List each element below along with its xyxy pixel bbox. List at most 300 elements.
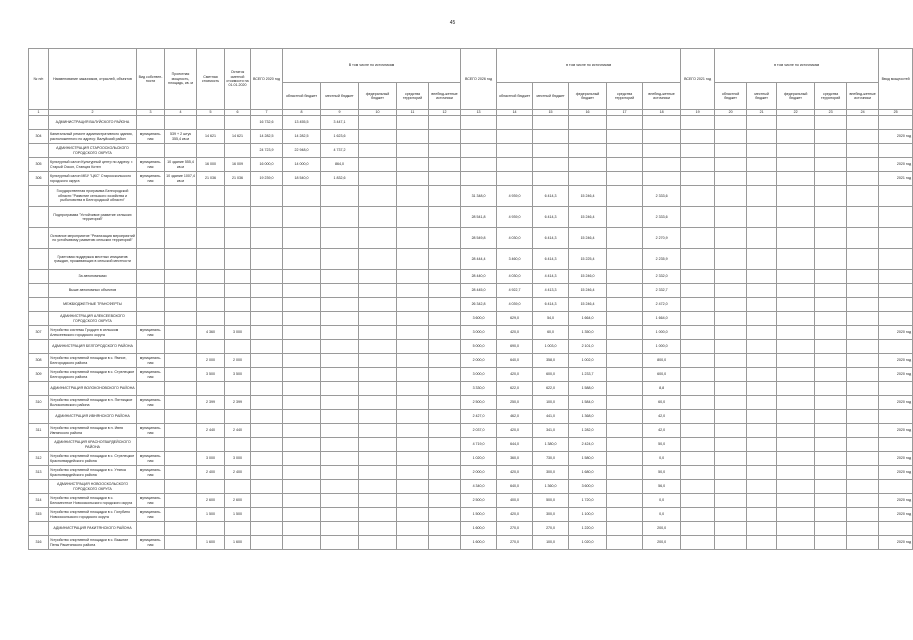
value-cell [321,340,359,354]
value-cell: 15 246,4 [569,186,607,207]
value-cell [777,354,815,368]
column-index-cell: 19 [681,110,715,116]
commissioning-year-cell [879,438,913,452]
object-name-cell: МЕЖБЮДЖЕТНЫЕ ТРАНСФЕРТЫ [49,298,137,312]
value-cell [165,396,197,410]
value-cell [747,284,777,298]
value-cell [359,382,397,396]
value-cell [165,340,197,354]
column-index-cell: 1 [29,110,49,116]
object-name-cell: Основное мероприятие "Реализация мероприятий по устойчивому развитию сельских территорий" [49,228,137,249]
header-source: средства территорий [607,83,643,110]
value-cell [283,452,321,466]
value-cell [815,494,847,508]
value-cell [533,158,569,172]
header-source: местный бюджет [747,83,777,110]
value-cell: 539 + 2 штук 355,4 кв.м [165,130,197,144]
program-row [29,207,913,228]
table-row [29,130,913,144]
value-cell [497,172,533,186]
value-cell [497,130,533,144]
row-number-cell [29,340,49,354]
value-cell [681,396,715,410]
value-cell [397,410,429,424]
value-cell [747,396,777,410]
header-source: областной бюджет [715,83,747,110]
value-cell [359,270,397,284]
value-cell [815,326,847,340]
value-cell [607,326,643,340]
header-remaining: Остаток сметной стоимости на 01.01.2020 [225,49,251,110]
commissioning-year-cell: 2021 год [879,172,913,186]
section-row [29,410,913,424]
header-source: внебюд-жетные источники [847,83,879,110]
value-cell [777,270,815,284]
value-cell: 2 440 [197,424,225,438]
value-cell [643,144,681,158]
value-cell: 3 600,0 [569,480,607,494]
value-cell [715,410,747,424]
value-cell: 420,0 [497,326,533,340]
value-cell [225,340,251,354]
row-number-cell [29,144,49,158]
value-cell [681,424,715,438]
program-row [29,249,913,270]
value-cell [747,382,777,396]
value-cell [715,270,747,284]
value-cell: 2 600 [225,494,251,508]
column-index-cell: 9 [321,110,359,116]
value-cell [847,172,879,186]
value-cell [715,144,747,158]
table-row [29,396,913,410]
value-cell [815,284,847,298]
value-cell [225,480,251,494]
value-cell [429,368,461,382]
column-index-cell: 13 [461,110,497,116]
value-cell: 4 030,0 [497,270,533,284]
value-cell [197,410,225,424]
section-row [29,284,913,298]
value-cell [715,480,747,494]
value-cell [283,508,321,522]
value-cell [251,536,283,550]
value-cell [251,326,283,340]
value-cell [681,522,715,536]
value-cell [165,368,197,382]
value-cell [715,116,747,130]
value-cell [321,452,359,466]
value-cell: 1 500 [225,508,251,522]
value-cell: 1 588,0 [569,382,607,396]
value-cell [815,172,847,186]
value-cell [321,536,359,550]
row-number-cell [29,312,49,326]
row-number-cell [29,438,49,452]
row-number-cell: 304 [29,130,49,144]
value-cell [165,508,197,522]
value-cell [283,466,321,480]
value-cell [251,312,283,326]
row-number-cell: 305 [29,158,49,172]
value-cell: 15 225,4 [569,249,607,270]
column-index-cell: 2 [49,110,137,116]
value-cell: 15 246,4 [569,228,607,249]
value-cell [607,480,643,494]
value-cell [397,480,429,494]
value-cell [429,312,461,326]
value-cell: 1 500,0 [461,508,497,522]
value-cell [607,284,643,298]
value-cell [165,494,197,508]
column-index-cell: 15 [533,110,569,116]
value-cell [283,298,321,312]
section-row [29,438,913,452]
value-cell: 500,0 [533,494,569,508]
value-cell: 441,0 [533,410,569,424]
value-cell [165,326,197,340]
row-number-cell: 313 [29,466,49,480]
value-cell: муниципаль-ная [137,452,165,466]
value-cell [283,186,321,207]
value-cell: 1 584,0 [569,396,607,410]
value-cell [715,172,747,186]
value-cell [815,368,847,382]
value-cell [847,312,879,326]
value-cell [165,522,197,536]
value-cell [197,382,225,396]
header-source: внебюд-жетные источники [643,83,681,110]
header-source: внебюд-жетные источники [429,83,461,110]
commissioning-year-cell [879,249,913,270]
section-row [29,340,913,354]
value-cell [429,522,461,536]
value-cell [681,354,715,368]
value-cell: муниципаль-ная [137,536,165,550]
value-cell: 50,0 [643,466,681,480]
value-cell [461,144,497,158]
value-cell [321,312,359,326]
commissioning-year-cell [879,340,913,354]
value-cell: 4 939,0 [497,186,533,207]
value-cell: 60,0 [643,396,681,410]
value-cell [747,186,777,207]
value-cell [607,522,643,536]
header-type: Вид собствен-ности [137,49,165,110]
value-cell [397,396,429,410]
value-cell: муниципаль-ная [137,466,165,480]
value-cell [607,207,643,228]
value-cell [715,438,747,452]
value-cell [251,438,283,452]
value-cell: 2 101,0 [569,340,607,354]
commissioning-year-cell: 2020 год [879,494,913,508]
value-cell [715,284,747,298]
value-cell [397,228,429,249]
value-cell [137,522,165,536]
header-source: федеральный бюджет [359,83,397,110]
value-cell: 14 282,5 [251,130,283,144]
column-index-cell: 7 [251,110,283,116]
table-row [29,326,913,340]
value-cell [429,480,461,494]
value-cell [251,480,283,494]
value-cell: 2 400 [197,466,225,480]
value-cell: 26 342,8 [461,298,497,312]
object-name-cell: Устройство спортивной площадки в с. Утянка Красногвардейского района [49,466,137,480]
column-index-cell: 4 [165,110,197,116]
section-row [29,298,913,312]
value-cell [165,424,197,438]
object-name-cell: Государственная программа Белгородской области "Развитие сельского хозяйства и рыболовства в Белгородской области" [49,186,137,207]
header-capacity: Проектная мощность, площадь, кв. м [165,49,197,110]
value-cell [847,340,879,354]
object-name-cell: Подпрограмма "Устойчивое развитие сельских территорий" [49,207,137,228]
value-cell [321,480,359,494]
value-cell: 6 414,3 [533,207,569,228]
value-cell: 2 472,0 [643,298,681,312]
value-cell [461,116,497,130]
value-cell [137,438,165,452]
value-cell [165,452,197,466]
header-group-2021: в том числе по источникам [715,49,879,83]
value-cell: муниципаль-ная [137,424,165,438]
value-cell [283,326,321,340]
row-number-cell [29,480,49,494]
value-cell [715,158,747,172]
value-cell [429,228,461,249]
value-cell [283,438,321,452]
value-cell [251,522,283,536]
table-row [29,508,913,522]
value-cell: 15 246,4 [569,207,607,228]
value-cell: 2 440 [225,424,251,438]
value-cell [777,207,815,228]
value-cell: 6 414,3 [533,249,569,270]
value-cell: 3 500 [197,368,225,382]
value-cell [815,396,847,410]
object-name-cell: Устройство спортивной площадки в с. Ямное, Белгородского района [49,354,137,368]
commissioning-year-cell: 2020 год [879,130,913,144]
value-cell [283,270,321,284]
row-number-cell [29,270,49,284]
value-cell [397,249,429,270]
value-cell [815,354,847,368]
value-cell: 4 340,0 [461,480,497,494]
row-number-cell [29,522,49,536]
table-row [29,424,913,438]
column-index-cell: 6 [225,110,251,116]
commissioning-year-cell: 2020 год [879,326,913,340]
value-cell: муниципаль-ная [137,354,165,368]
value-cell [815,466,847,480]
value-cell: 1 233,7 [569,368,607,382]
value-cell [607,382,643,396]
value-cell: 14 621 [225,130,251,144]
value-cell: 14 282,5 [283,130,321,144]
value-cell [815,438,847,452]
column-index-cell: 3 [137,110,165,116]
value-cell [429,438,461,452]
value-cell [429,536,461,550]
value-cell [397,270,429,284]
value-cell [251,508,283,522]
object-name-cell: Устройство системы Гродцен в сельском Алексеевского городского округа [49,326,137,340]
value-cell [607,312,643,326]
value-cell [847,410,879,424]
value-cell [815,312,847,326]
header-source: областной бюджет [283,83,321,110]
value-cell [747,130,777,144]
value-cell [197,144,225,158]
value-cell [165,270,197,284]
value-cell [225,186,251,207]
value-cell [359,438,397,452]
value-cell [137,249,165,270]
value-cell [283,396,321,410]
value-cell [777,326,815,340]
value-cell [165,207,197,228]
value-cell [429,494,461,508]
value-cell: 640,0 [497,480,533,494]
value-cell: 1 020,0 [461,452,497,466]
value-cell [429,284,461,298]
value-cell: 3 000 [225,326,251,340]
section-row [29,522,913,536]
value-cell [777,424,815,438]
row-number-cell [29,116,49,130]
commissioning-year-cell: 2020 год [879,396,913,410]
value-cell: 2 037,0 [461,424,497,438]
value-cell [283,410,321,424]
object-name-cell: За автономными [49,270,137,284]
value-cell [715,130,747,144]
value-cell [607,494,643,508]
value-cell: 28 440,0 [461,270,497,284]
value-cell [137,410,165,424]
object-name-cell: Капитальный ремонт административного здания, расположенного по адресу: Валуйский район [49,130,137,144]
value-cell: 54,0 [533,312,569,326]
value-cell [225,438,251,452]
value-cell: 28 549,8 [461,228,497,249]
value-cell [607,298,643,312]
value-cell [359,396,397,410]
commissioning-year-cell [879,186,913,207]
value-cell [607,438,643,452]
value-cell [429,207,461,228]
object-name-cell: Устройство спортивной площадки в с. Голубино Новооскольского городского округа [49,508,137,522]
value-cell: 19 239,0 [251,172,283,186]
value-cell: муниципаль-ная [137,508,165,522]
value-cell [847,158,879,172]
value-cell [847,249,879,270]
table-row [29,452,913,466]
value-cell [359,354,397,368]
value-cell [777,410,815,424]
value-cell [747,158,777,172]
value-cell [397,144,429,158]
value-cell [359,144,397,158]
value-cell: 10 здание 1007,4 кв.м [165,172,197,186]
object-name-cell: АДМИНИСТРАЦИЯ БЕЛГОРОДСКОГО РАЙОНА [49,340,137,354]
value-cell [847,494,879,508]
value-cell [165,536,197,550]
value-cell [225,312,251,326]
value-cell [251,410,283,424]
value-cell [607,340,643,354]
object-name-cell: АДМИНИСТРАЦИЯ ИВНЯНСКОГО РАЙОНА [49,410,137,424]
value-cell: 16 009 [225,158,251,172]
value-cell [847,116,879,130]
row-number-cell: 312 [29,452,49,466]
value-cell: 2 427,0 [461,410,497,424]
value-cell: 270,0 [533,522,569,536]
commissioning-year-cell: 2020 год [879,452,913,466]
value-cell [777,340,815,354]
value-cell [681,438,715,452]
value-cell: 629,0 [497,312,533,326]
header-source: областной бюджет [497,83,533,110]
table-row [29,354,913,368]
header-source: федеральный бюджет [569,83,607,110]
value-cell [197,522,225,536]
value-cell [225,284,251,298]
value-cell [283,368,321,382]
value-cell: 420,0 [497,466,533,480]
object-name-cell: Культурный салон Культурный центр по адресу: г. Старый Оскол, Станция Котел [49,158,137,172]
value-cell [747,172,777,186]
column-index-cell: 16 [569,110,607,116]
value-cell [777,312,815,326]
value-cell [283,249,321,270]
value-cell [251,452,283,466]
value-cell [321,396,359,410]
value-cell [165,438,197,452]
value-cell [429,116,461,130]
value-cell [359,326,397,340]
value-cell: 622,0 [533,382,569,396]
value-cell: 4 039,0 [497,298,533,312]
object-name-cell: Устройство спортивной площадки в п. Пятницкое Волоконовского района [49,396,137,410]
value-cell: 50,0 [643,438,681,452]
value-cell [461,158,497,172]
commissioning-year-cell [879,312,913,326]
value-cell [251,368,283,382]
value-cell: 2 400 [225,466,251,480]
value-cell [251,228,283,249]
value-cell [321,466,359,480]
value-cell [815,382,847,396]
value-cell [251,396,283,410]
value-cell [747,228,777,249]
value-cell [251,249,283,270]
value-cell: 28 445,0 [461,284,497,298]
program-row [29,186,913,207]
value-cell [681,312,715,326]
value-cell [165,382,197,396]
value-cell [137,340,165,354]
value-cell [397,130,429,144]
value-cell [607,410,643,424]
value-cell [197,480,225,494]
value-cell [815,130,847,144]
commissioning-year-cell [879,382,913,396]
value-cell [681,368,715,382]
value-cell: муниципаль-ная [137,368,165,382]
value-cell [715,382,747,396]
value-cell: 3 000 [225,452,251,466]
value-cell [681,480,715,494]
